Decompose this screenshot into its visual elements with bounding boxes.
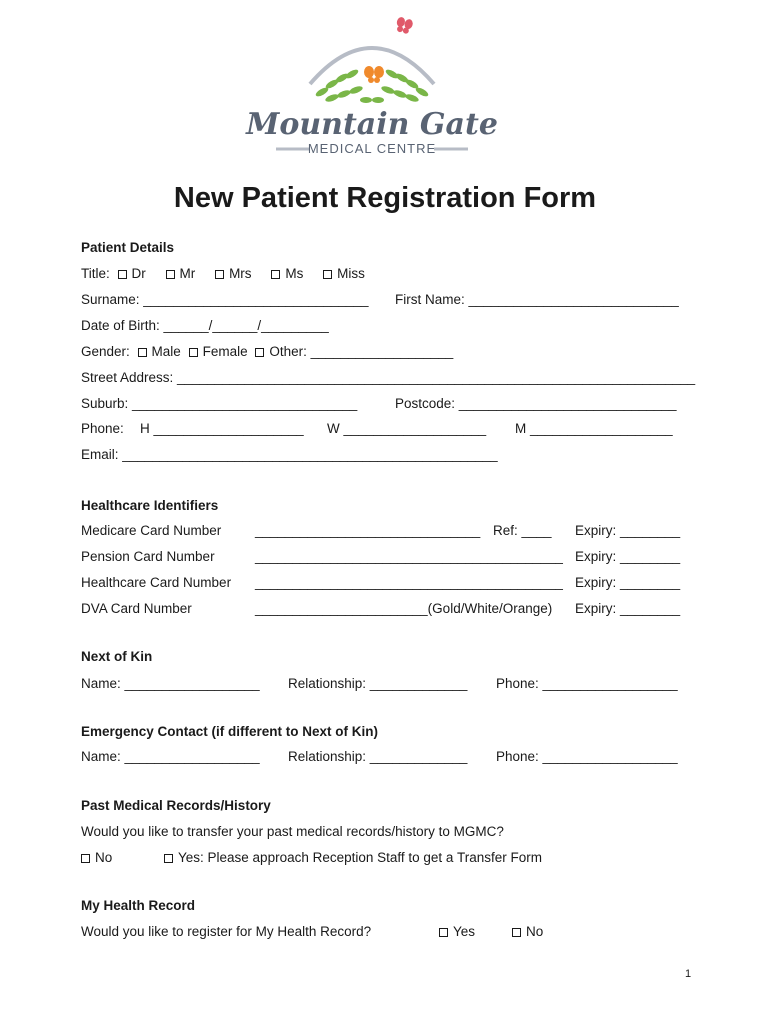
pension-number-field[interactable]: _________________________________________ <box>255 549 563 564</box>
my-health-record-option-yes[interactable] <box>439 924 475 940</box>
my-health-record-question: Would you like to register for My Health Record? <box>81 924 372 939</box>
postcode-field[interactable]: Postcode: _____________________________ <box>395 396 677 411</box>
pension-label: Pension Card Number <box>81 549 215 564</box>
butterfly-icon <box>394 16 413 35</box>
pension-expiry-field[interactable]: Expiry: ________ <box>575 549 681 564</box>
option-label: No <box>526 924 544 939</box>
street-address-field[interactable]: Street Address: _____________________________________________________________________ <box>81 370 696 385</box>
checkbox-icon[interactable] <box>271 270 280 279</box>
section-heading-emergency-contact: Emergency Contact (if different to Next of Kin) <box>81 724 379 739</box>
phone-home-field[interactable]: H ____________________ <box>140 421 304 436</box>
butterfly-icon <box>364 66 384 83</box>
title-option-label: Ms <box>285 266 304 281</box>
nok-name-field[interactable]: Name: __________________ <box>81 676 260 691</box>
checkbox-icon[interactable] <box>166 270 175 279</box>
section-heading-healthcare-identifiers: Healthcare Identifiers <box>81 498 219 513</box>
section-heading-my-health-record: My Health Record <box>81 898 196 913</box>
title-option-label: Dr <box>131 266 146 281</box>
title-option-mrs[interactable] <box>215 266 252 281</box>
past-records-option-no[interactable] <box>81 850 112 866</box>
gender-option-label: Male <box>151 344 181 359</box>
suburb-field[interactable]: Suburb: ______________________________ <box>81 396 358 411</box>
checkbox-icon[interactable] <box>323 270 332 279</box>
gender-option-other[interactable] <box>255 344 453 359</box>
title-option-ms[interactable] <box>271 266 303 281</box>
title-option-dr[interactable] <box>118 266 146 281</box>
medicare-expiry-field[interactable]: Expiry: ________ <box>575 523 681 538</box>
gender-option-male[interactable] <box>138 344 181 359</box>
medicare-ref-field[interactable]: Ref: ____ <box>493 523 552 538</box>
section-heading-next-of-kin: Next of Kin <box>81 649 153 664</box>
surname-field[interactable]: Surname: ______________________________ <box>81 292 369 307</box>
checkbox-icon[interactable] <box>189 348 198 357</box>
dva-expiry-field[interactable]: Expiry: ________ <box>575 601 681 616</box>
gender-option-female[interactable] <box>189 344 248 359</box>
healthcare-card-expiry-field[interactable]: Expiry: ________ <box>575 575 681 590</box>
title-option-miss[interactable] <box>323 266 365 281</box>
option-label: Yes: Please approach Reception Staff to get a Transfer Form <box>178 850 542 865</box>
medicare-label: Medicare Card Number <box>81 523 222 538</box>
gender-option-label: Other: ___________________ <box>269 344 454 359</box>
healthcare-card-number-field[interactable]: _________________________________________ <box>255 575 563 590</box>
checkbox-icon[interactable] <box>512 928 521 937</box>
logo-subtitle: MEDICAL CENTRE <box>307 141 437 156</box>
checkbox-icon[interactable] <box>439 928 448 937</box>
medicare-number-field[interactable]: ______________________________ <box>255 523 481 538</box>
nok-phone-field[interactable]: Phone: __________________ <box>496 676 678 691</box>
dob-field[interactable]: Date of Birth: ______/______/_________ <box>81 318 329 333</box>
gender-label: Gender: <box>81 344 130 359</box>
emergency-relationship-field[interactable]: Relationship: _____________ <box>288 749 468 764</box>
gender-row <box>81 344 453 360</box>
my-health-record-option-no[interactable] <box>512 924 543 940</box>
checkbox-icon[interactable] <box>118 270 127 279</box>
phone-work-field[interactable]: W ___________________ <box>327 421 487 436</box>
nok-relationship-field[interactable]: Relationship: _____________ <box>288 676 468 691</box>
dva-label: DVA Card Number <box>81 601 192 616</box>
past-records-option-yes[interactable] <box>164 850 542 866</box>
logo-name: Mountain Gate <box>246 107 498 142</box>
title-option-mr[interactable] <box>166 266 196 281</box>
section-heading-patient-details: Patient Details <box>81 240 175 255</box>
healthcare-card-label: Healthcare Card Number <box>81 575 232 590</box>
phone-label: Phone: <box>81 421 124 436</box>
title-option-label: Mrs <box>229 266 252 281</box>
option-label: No <box>95 850 113 865</box>
page-number: 1 <box>685 968 692 980</box>
emergency-name-field[interactable]: Name: __________________ <box>81 749 260 764</box>
checkbox-icon[interactable] <box>164 854 173 863</box>
title-row <box>81 266 365 282</box>
mountain-gate-logo <box>246 14 498 164</box>
option-label: Yes <box>453 924 476 939</box>
title-option-label: Miss <box>337 266 365 281</box>
checkbox-icon[interactable] <box>81 854 90 863</box>
first-name-field[interactable]: First Name: ____________________________ <box>395 292 679 307</box>
dva-number-field[interactable]: _______________________(Gold/White/Orange) <box>255 601 553 616</box>
checkbox-icon[interactable] <box>255 348 264 357</box>
phone-mobile-field[interactable]: M ___________________ <box>515 421 673 436</box>
title-label: Title: <box>81 266 110 281</box>
gender-option-label: Female <box>202 344 248 359</box>
emergency-phone-field[interactable]: Phone: __________________ <box>496 749 678 764</box>
checkbox-icon[interactable] <box>215 270 224 279</box>
form-title: New Patient Registration Form <box>173 182 597 214</box>
section-heading-past-records: Past Medical Records/History <box>81 798 271 813</box>
past-records-question: Would you like to transfer your past medical records/history to MGMC? <box>81 824 504 839</box>
title-option-label: Mr <box>179 266 196 281</box>
checkbox-icon[interactable] <box>138 348 147 357</box>
email-field[interactable]: Email: __________________________________________________ <box>81 447 498 462</box>
